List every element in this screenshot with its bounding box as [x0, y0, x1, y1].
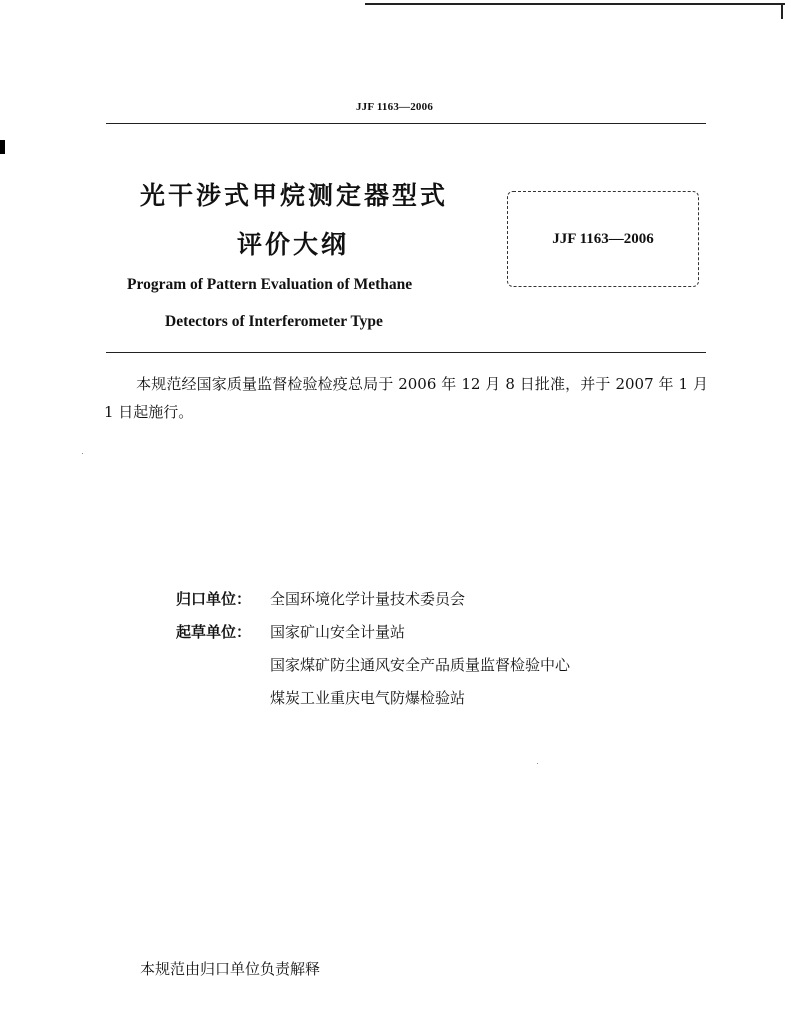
title-chinese-line-2: 评价大纲: [237, 230, 350, 259]
title-chinese-line-1: 光干涉式甲烷测定器型式: [140, 181, 449, 210]
drafting-unit-value: 国家矿山安全计量站: [270, 623, 406, 641]
header-standard-code: JJF 1163—2006: [355, 101, 434, 113]
approval-paragraph: [104, 370, 708, 426]
title-rule: [106, 352, 706, 353]
centralized-unit-row: [176, 583, 570, 616]
title-english-line-1: Program of Pattern Evaluation of Methane: [127, 276, 413, 293]
header-rule: [106, 123, 706, 124]
drafting-unit-value: 煤炭工业重庆电气防爆检验站: [270, 689, 466, 707]
standard-code-box-text: JJF 1163—2006: [552, 231, 654, 247]
centralized-unit-value: 全国环境化学计量技术委员会: [270, 590, 466, 608]
scan-edge-left-mark: [0, 140, 5, 154]
standard-code-box: [507, 191, 699, 287]
drafting-unit-row: [176, 682, 570, 715]
drafting-unit-row: [176, 616, 570, 649]
approval-text: 本规范经国家质量监督检验检疫总局于 2006 年 12 月 8 日批准，并于 2007 年 1 月 1 日起施行。: [104, 375, 708, 421]
drafting-unit-row: [176, 649, 570, 682]
interpretation-note: 本规范由归口单位负责解释: [140, 960, 321, 978]
centralized-unit-label: 归口单位：: [176, 590, 252, 608]
scan-edge-right: [781, 5, 783, 19]
title-english-line-2: Detectors of Interferometer Type: [165, 313, 383, 330]
scan-edge-top: [365, 3, 785, 5]
scan-speck: [537, 763, 538, 764]
drafting-unit-value: 国家煤矿防尘通风安全产品质量监督检验中心: [270, 656, 571, 674]
drafting-unit-label: 起草单位：: [176, 623, 252, 641]
scan-speck: [82, 453, 83, 454]
units-block: [176, 583, 570, 715]
